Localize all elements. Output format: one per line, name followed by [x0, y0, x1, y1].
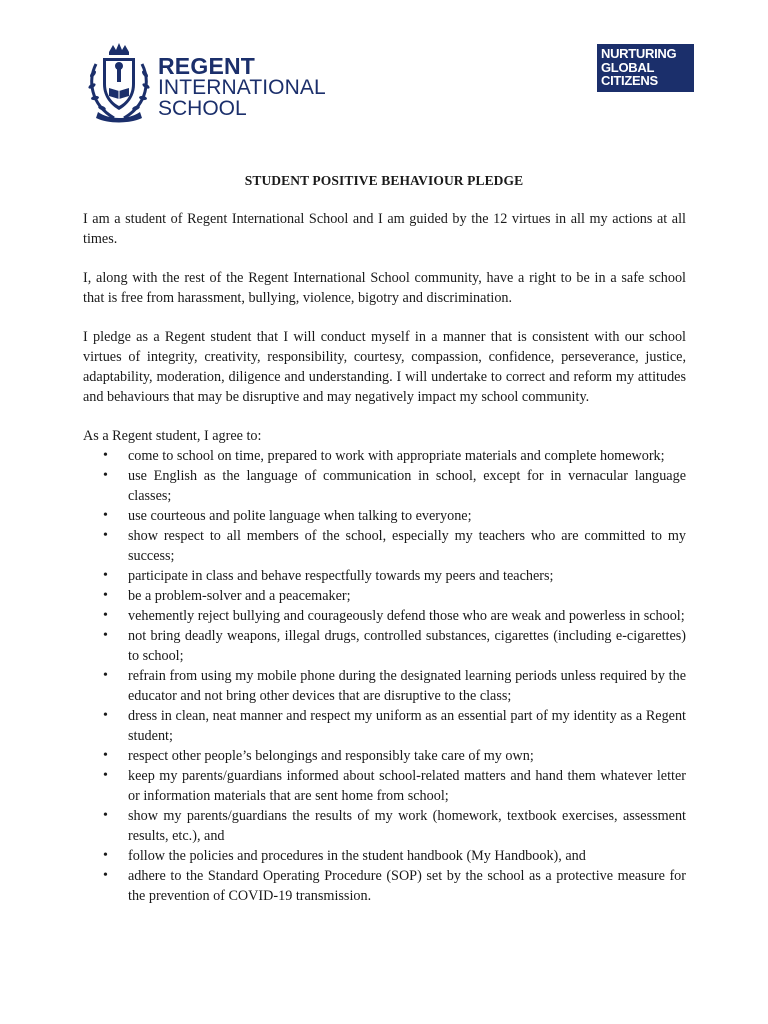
list-item: • vehemently reject bullying and courageously defend those who are weak and powerless in school;	[103, 608, 685, 624]
bullet-icon: •	[103, 568, 108, 583]
list-item: • show respect to all members of the school, especially my teachers who are committed to my success;	[103, 528, 686, 564]
bullet-icon: •	[103, 808, 108, 823]
list-item: • dress in clean, neat manner and respect my uniform as an essential part of my identity as a Regent student;	[103, 708, 686, 744]
paragraph-1: I am a student of Regent International School and I am guided by the 12 virtues in all my actions at all times.	[83, 211, 686, 247]
logo-line-3: SCHOOL	[158, 97, 247, 120]
bullet-icon: •	[103, 748, 108, 763]
school-logo	[84, 42, 344, 124]
bullet-icon: •	[103, 528, 108, 543]
list-item: • keep my parents/guardians informed about school-related matters and hand them whatever letter or information materials that are sent home from school;	[103, 768, 686, 804]
bullet-icon: •	[103, 628, 108, 643]
list-item: • be a problem-solver and a peacemaker;	[103, 588, 351, 604]
bullet-icon: •	[103, 588, 108, 603]
list-item: • adhere to the Standard Operating Procedure (SOP) set by the school as a protective measure for the prevention of COVID-19 transmission.	[103, 868, 686, 904]
list-item: • respect other people’s belongings and responsibly take care of my own;	[103, 748, 534, 764]
list-item: • follow the policies and procedures in the student handbook (My Handbook), and	[103, 848, 586, 864]
pledge-list	[83, 446, 686, 906]
list-item: • use English as the language of communication in school, except for in vernacular language classes;	[103, 468, 686, 504]
bullet-icon: •	[103, 448, 108, 463]
bullet-icon: •	[103, 768, 108, 783]
tagline-line-2: GLOBAL	[601, 59, 655, 75]
bullet-icon: •	[103, 508, 108, 523]
paragraph-2: I, along with the rest of the Regent International School community, have a right to be in a safe school that is free from harassment, bullying, violence, bigotry and discrimination.	[83, 270, 686, 306]
paragraph-3: I pledge as a Regent student that I will conduct myself in a manner that is consistent with our school virtues of integrity, creativity, responsibility, courtesy, compassion, confidence, perseverance, justice, adaptability, moderation, diligence and understanding. I will undertake to correct and reform my attitudes and behaviours that may be disruptive and may negatively impact my school community.	[83, 329, 686, 405]
bullet-icon: •	[103, 708, 108, 723]
list-item: • not bring deadly weapons, illegal drugs, controlled substances, cigarettes (including e-cigarettes) to school;	[103, 628, 686, 664]
list-intro: As a Regent student, I agree to:	[83, 428, 262, 444]
bullet-icon: •	[103, 868, 108, 883]
list-item: • show my parents/guardians the results of my work (homework, textbook exercises, assessment results, etc.), and	[103, 808, 686, 844]
list-item: • use courteous and polite language when talking to everyone;	[103, 508, 472, 524]
bullet-icon: •	[103, 608, 108, 623]
document-body	[83, 209, 686, 906]
school-name	[158, 53, 348, 120]
tagline-badge	[597, 44, 694, 92]
list-item: • participate in class and behave respectfully towards my peers and teachers;	[103, 568, 554, 584]
tagline-line-1: NURTURING	[601, 46, 677, 61]
document-title: STUDENT POSITIVE BEHAVIOUR PLEDGE	[244, 173, 524, 188]
logo-line-2: INTERNATIONAL	[158, 76, 326, 99]
tagline-line-3: CITIZENS	[601, 73, 658, 88]
bullet-icon: •	[103, 468, 108, 483]
bullet-icon: •	[103, 668, 108, 683]
list-item: • refrain from using my mobile phone during the designated learning periods unless required by the educator and not bring other devices that are disruptive to the class;	[103, 668, 686, 704]
logo-line-1: REGENT	[158, 53, 256, 79]
list-item: • come to school on time, prepared to work with appropriate materials and complete homework;	[103, 448, 665, 464]
bullet-icon: •	[103, 848, 108, 863]
school-crest-icon	[84, 42, 154, 124]
